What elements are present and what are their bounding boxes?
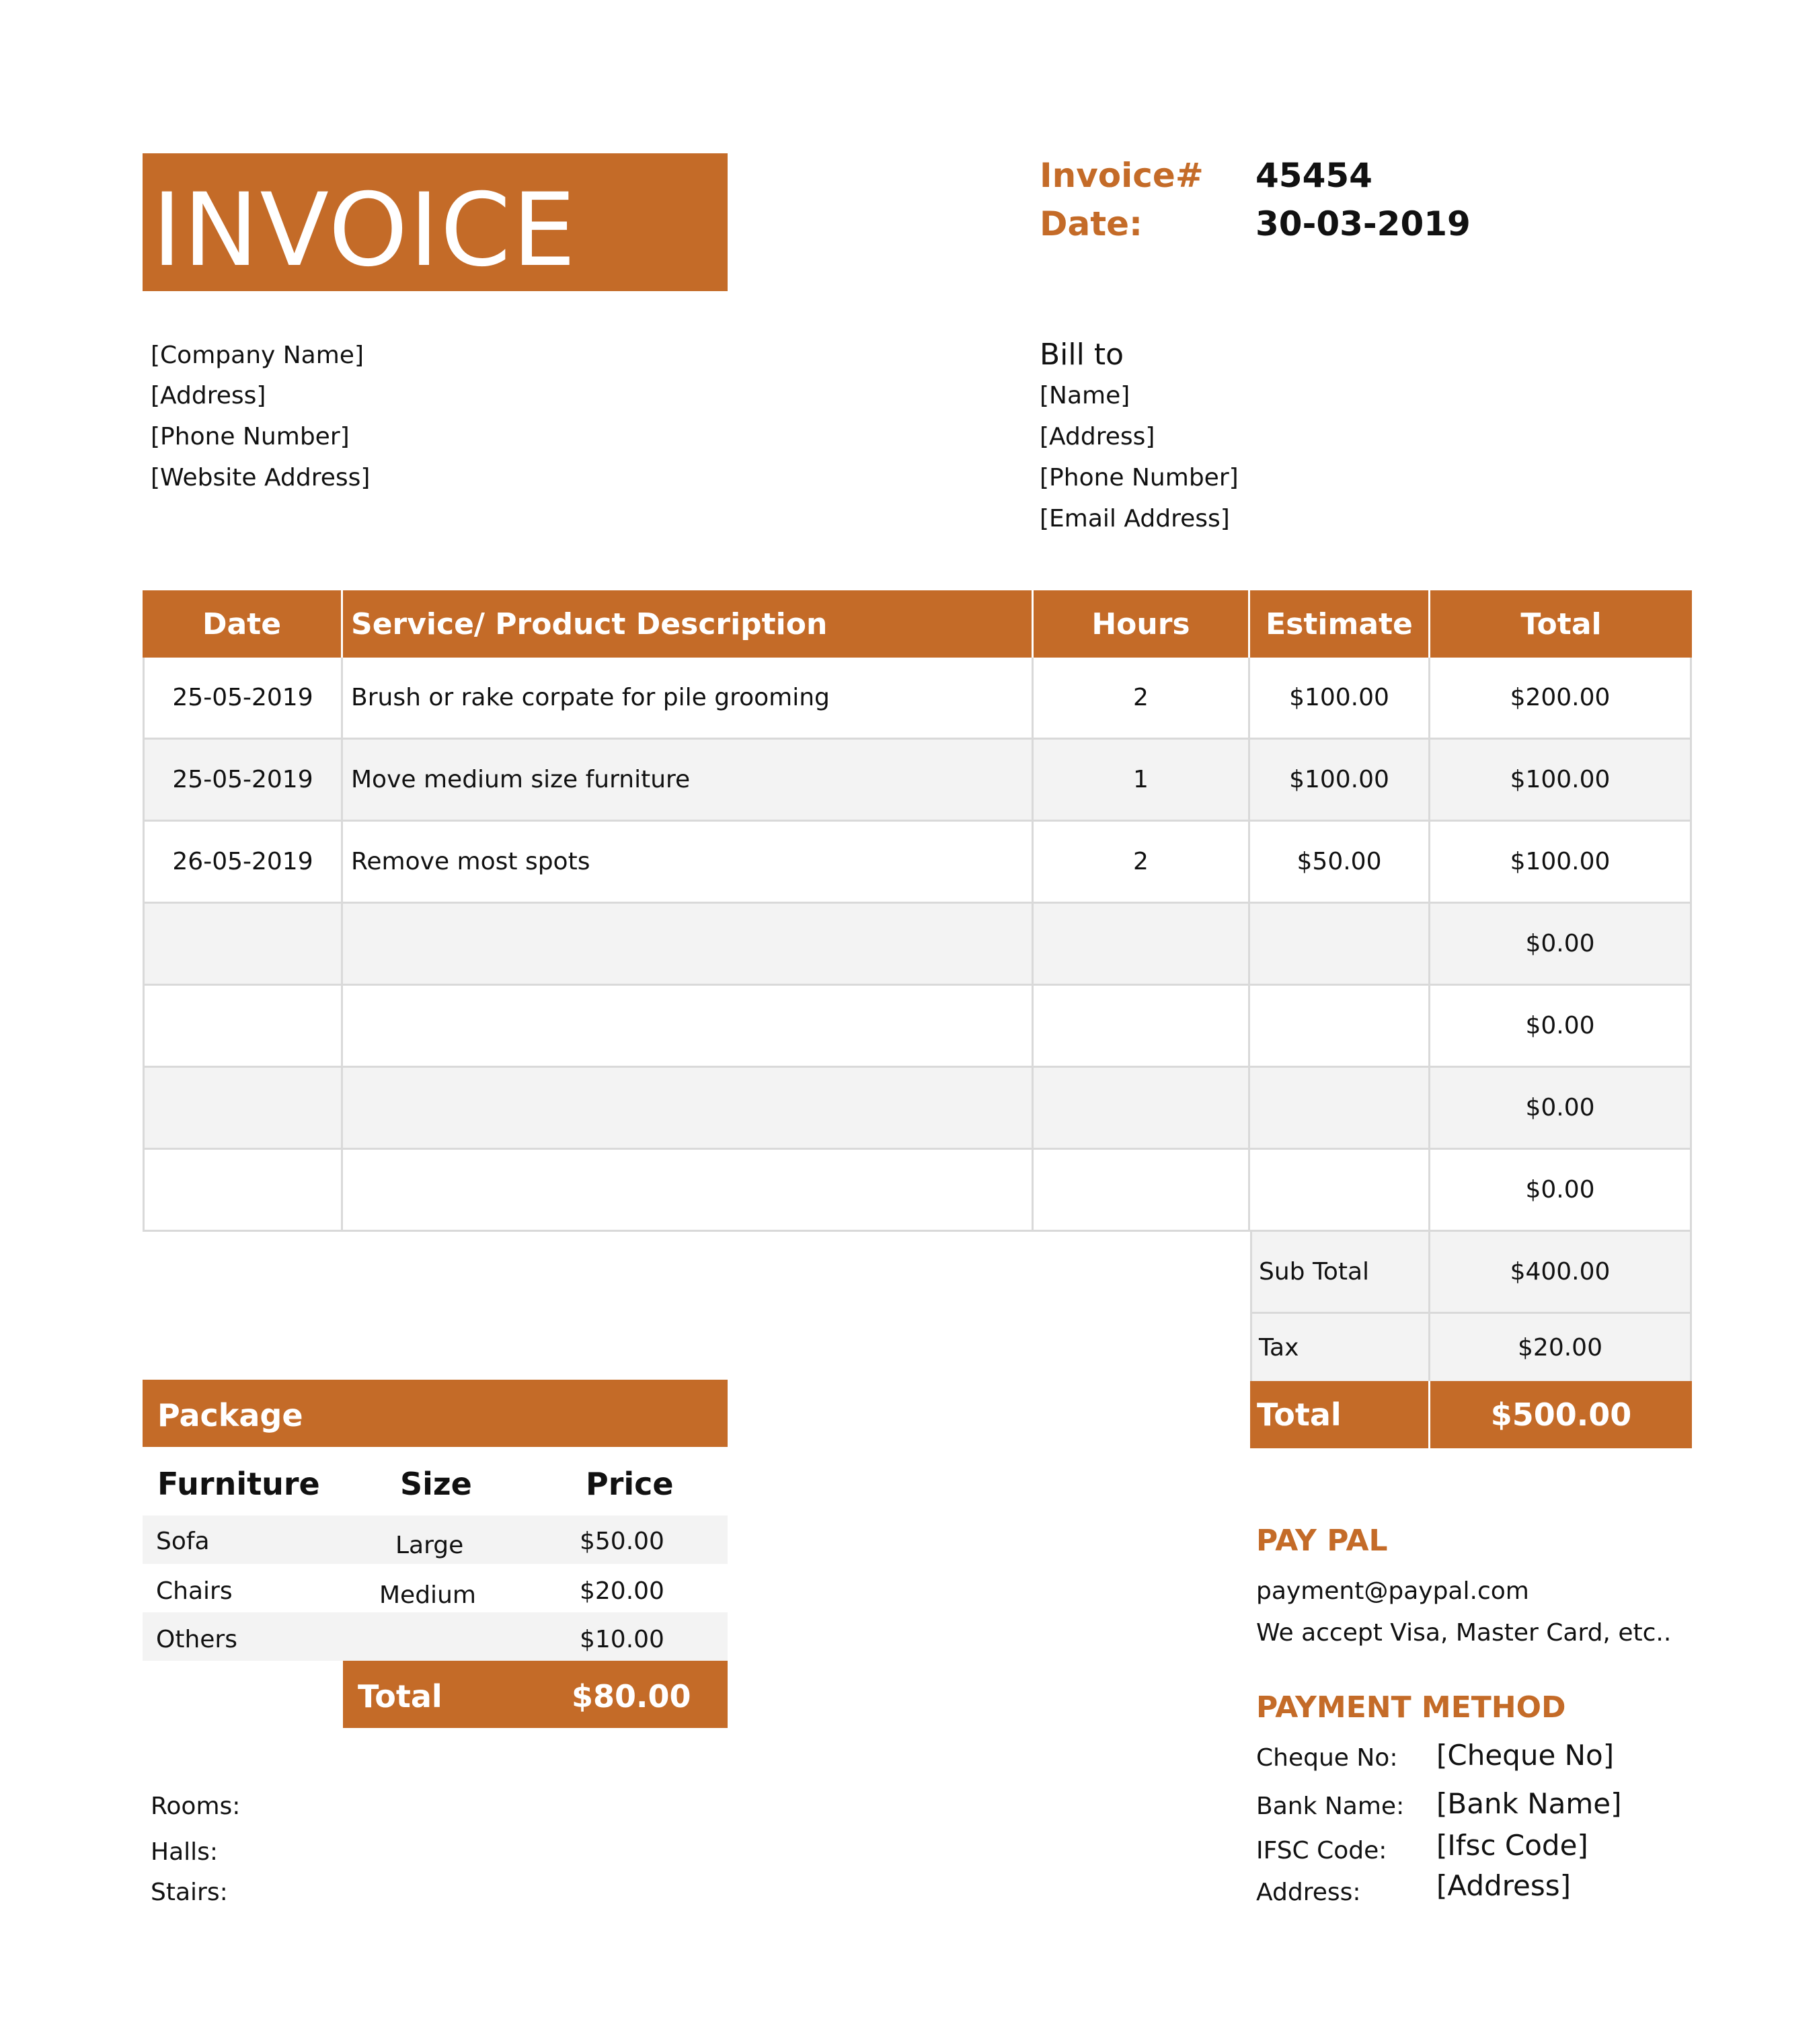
items-table-header	[143, 590, 1692, 658]
payment-method-heading: PAYMENT METHOD	[1256, 1690, 1566, 1725]
table-row	[143, 822, 1692, 904]
row-estimate	[1250, 1150, 1430, 1232]
row-total: $0.00	[1430, 904, 1692, 986]
table-row	[143, 986, 1692, 1068]
row-total: $0.00	[1430, 1068, 1692, 1150]
invoice-number: 45454	[1255, 156, 1372, 195]
row-description: Brush or rake corpate for pile grooming	[343, 658, 1034, 740]
area-halls: Halls:	[151, 1838, 219, 1866]
tax-value: $20.00	[1430, 1314, 1692, 1381]
row-estimate: $100.00	[1250, 658, 1430, 740]
row-description: Remove most spots	[343, 822, 1034, 904]
row-description: Move medium size furniture	[343, 740, 1034, 822]
package-item-price: $50.00	[580, 1528, 664, 1555]
address-value: [Address]	[1436, 1869, 1572, 1902]
package-header	[143, 1380, 728, 1447]
package-item-name: Others	[156, 1626, 237, 1653]
ifsc-label: IFSC Code:	[1256, 1837, 1387, 1864]
package-col-size: Size	[400, 1466, 472, 1502]
package-item-price: $10.00	[580, 1626, 664, 1653]
package-item-size: Large	[395, 1532, 464, 1559]
summary-block	[1250, 1232, 1692, 1448]
company-address: [Address]	[151, 382, 266, 409]
row-total: $100.00	[1430, 740, 1692, 822]
row-date	[143, 1150, 343, 1232]
package-total-label: Total	[358, 1678, 442, 1715]
row-estimate	[1250, 904, 1430, 986]
subtotal-value: $400.00	[1430, 1232, 1692, 1314]
package-total-bar	[343, 1661, 728, 1728]
row-total: $200.00	[1430, 658, 1692, 740]
table-row	[143, 740, 1692, 822]
row-hours	[1034, 986, 1250, 1068]
row-date: 26-05-2019	[143, 822, 343, 904]
row-estimate	[1250, 1068, 1430, 1150]
bill-to-name: [Name]	[1040, 382, 1130, 409]
header-total: Total	[1520, 606, 1602, 641]
row-total: $100.00	[1430, 822, 1692, 904]
package-title: Package	[157, 1397, 303, 1433]
row-date: 25-05-2019	[143, 740, 343, 822]
package-col-furniture: Furniture	[157, 1466, 320, 1502]
bank-name-value: [Bank Name]	[1436, 1787, 1622, 1820]
header-estimate: Estimate	[1250, 590, 1430, 658]
row-hours: 1	[1034, 740, 1250, 822]
package-item-size: Medium	[379, 1581, 476, 1609]
paypal-heading: PAY PAL	[1256, 1524, 1388, 1558]
package-item-price: $20.00	[580, 1577, 664, 1605]
table-row	[143, 658, 1692, 740]
row-date	[143, 904, 343, 986]
bill-to-heading: Bill to	[1040, 338, 1124, 372]
area-stairs: Stairs:	[151, 1879, 228, 1906]
row-description	[343, 1150, 1034, 1232]
paypal-email: payment@paypal.com	[1256, 1577, 1529, 1605]
header-hours: Hours	[1034, 590, 1250, 658]
row-total: $0.00	[1430, 986, 1692, 1068]
package-item-name: Sofa	[156, 1528, 210, 1555]
row-estimate: $100.00	[1250, 740, 1430, 822]
company-phone: [Phone Number]	[151, 423, 350, 450]
invoice-title-banner	[143, 153, 728, 291]
table-row	[143, 904, 1692, 986]
tax-label: Tax	[1250, 1314, 1430, 1381]
row-description	[343, 904, 1034, 986]
bank-name-label: Bank Name:	[1256, 1793, 1405, 1820]
row-description	[343, 1068, 1034, 1150]
row-hours: 2	[1034, 658, 1250, 740]
invoice-date-label: Date:	[1040, 204, 1143, 243]
company-website: [Website Address]	[151, 464, 371, 492]
row-hours	[1034, 904, 1250, 986]
subtotal-label: Sub Total	[1250, 1232, 1430, 1314]
area-rooms: Rooms:	[151, 1793, 241, 1820]
row-estimate	[1250, 986, 1430, 1068]
bill-to-email: [Email Address]	[1040, 505, 1230, 533]
table-row	[143, 1150, 1692, 1232]
invoice-number-label: Invoice#	[1040, 156, 1204, 195]
paypal-note: We accept Visa, Master Card, etc..	[1256, 1619, 1672, 1647]
row-estimate: $50.00	[1250, 822, 1430, 904]
row-date	[143, 986, 343, 1068]
row-hours	[1034, 1150, 1250, 1232]
bill-to-phone: [Phone Number]	[1040, 464, 1239, 492]
header-date: Date	[143, 590, 343, 658]
row-total: $0.00	[1430, 1150, 1692, 1232]
cheque-value: [Cheque No]	[1436, 1739, 1615, 1772]
invoice-date: 30-03-2019	[1255, 204, 1471, 243]
row-date	[143, 1068, 343, 1150]
package-total-value: $80.00	[572, 1678, 691, 1715]
invoice-title: INVOICE	[152, 172, 578, 289]
package-item-name: Chairs	[156, 1577, 233, 1605]
row-hours	[1034, 1068, 1250, 1150]
company-name: [Company Name]	[151, 342, 364, 369]
table-row	[143, 1068, 1692, 1150]
package-col-price: Price	[586, 1466, 674, 1502]
row-description	[343, 986, 1034, 1068]
ifsc-value: [Ifsc Code]	[1436, 1829, 1588, 1862]
address-label: Address:	[1256, 1879, 1361, 1906]
grand-total-value: $500.00	[1430, 1381, 1692, 1448]
grand-total-label: Total	[1250, 1381, 1430, 1448]
row-date: 25-05-2019	[143, 658, 343, 740]
row-hours: 2	[1034, 822, 1250, 904]
header-description: Service/ Product Description	[343, 590, 1034, 658]
bill-to-address: [Address]	[1040, 423, 1155, 450]
cheque-label: Cheque No:	[1256, 1744, 1398, 1772]
